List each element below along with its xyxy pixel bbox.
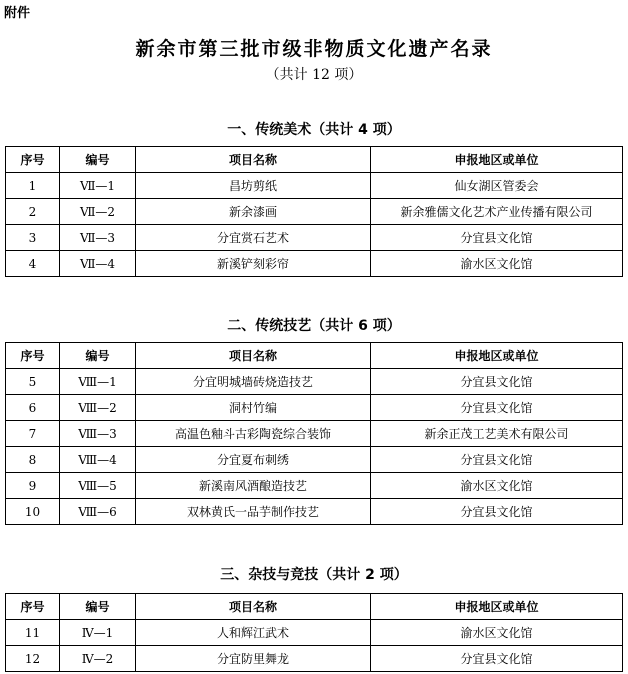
cell-seq: 10 [6,499,60,525]
cell-unit: 分宜县文化馆 [371,447,623,473]
header-code: 编号 [60,594,136,620]
cell-seq: 3 [6,225,60,251]
cell-name: 人和辉江武术 [136,620,371,646]
cell-code: Ⅷ—1 [60,369,136,395]
table-section-2 [5,342,623,525]
table-row [6,447,623,473]
table-row [6,646,623,672]
cell-unit: 渝水区文化馆 [371,251,623,277]
header-seq: 序号 [6,343,60,369]
cell-seq: 11 [6,620,60,646]
cell-name: 分宜赏石艺术 [136,225,371,251]
cell-unit: 分宜县文化馆 [371,646,623,672]
header-seq: 序号 [6,147,60,173]
header-name: 项目名称 [136,343,371,369]
cell-seq: 6 [6,395,60,421]
cell-name: 昌坊剪纸 [136,173,371,199]
cell-code: Ⅷ—3 [60,421,136,447]
section-heading-2: 二、传统技艺（共计 6 项） [227,318,401,334]
cell-seq: 9 [6,473,60,499]
cell-unit: 分宜县文化馆 [371,395,623,421]
header-unit: 申报地区或单位 [371,343,623,369]
section-heading-3: 三、杂技与竞技（共计 2 项） [220,567,408,583]
table-row [6,499,623,525]
cell-code: Ⅶ—4 [60,251,136,277]
cell-code: Ⅷ—4 [60,447,136,473]
cell-code: Ⅷ—6 [60,499,136,525]
attachment-label: 附件 [4,6,31,21]
header-name: 项目名称 [136,147,371,173]
cell-name: 新溪南风酒酿造技艺 [136,473,371,499]
cell-seq: 4 [6,251,60,277]
table-row [6,421,623,447]
cell-name: 新溪铲刻彩帘 [136,251,371,277]
cell-name: 分宜防里舞龙 [136,646,371,672]
cell-unit: 分宜县文化馆 [371,369,623,395]
cell-seq: 8 [6,447,60,473]
table-row [6,225,623,251]
header-seq: 序号 [6,594,60,620]
cell-seq: 1 [6,173,60,199]
table-body [6,173,623,277]
header-code: 编号 [60,343,136,369]
cell-seq: 2 [6,199,60,225]
table-row [6,395,623,421]
cell-seq: 12 [6,646,60,672]
cell-unit: 新余雅儒文化艺术产业传播有限公司 [371,199,623,225]
cell-seq: 5 [6,369,60,395]
table-row [6,620,623,646]
cell-unit: 分宜县文化馆 [371,499,623,525]
cell-name: 双林黄氏一品芋制作技艺 [136,499,371,525]
table-body [6,620,623,672]
cell-code: Ⅶ—2 [60,199,136,225]
header-name: 项目名称 [136,594,371,620]
cell-code: Ⅶ—3 [60,225,136,251]
cell-code: Ⅷ—2 [60,395,136,421]
table-header-row [6,343,623,369]
cell-code: Ⅳ—2 [60,646,136,672]
table-row [6,473,623,499]
cell-unit: 仙女湖区管委会 [371,173,623,199]
cell-code: Ⅳ—1 [60,620,136,646]
cell-name: 高温色釉斗古彩陶瓷综合装饰 [136,421,371,447]
table-header-row [6,147,623,173]
page-subtitle: （共计 12 项） [265,67,363,83]
cell-name: 分宜明城墙砖烧造技艺 [136,369,371,395]
table-section-1 [5,146,623,277]
cell-unit: 渝水区文化馆 [371,473,623,499]
cell-name: 新余漆画 [136,199,371,225]
cell-code: Ⅷ—5 [60,473,136,499]
table-row [6,251,623,277]
page-title: 新余市第三批市级非物质文化遗产名录 [135,38,493,60]
header-code: 编号 [60,147,136,173]
header-unit: 申报地区或单位 [371,147,623,173]
table-section-3 [5,593,623,672]
cell-unit: 分宜县文化馆 [371,225,623,251]
cell-unit: 新余正茂工艺美术有限公司 [371,421,623,447]
table-row [6,369,623,395]
table-row [6,199,623,225]
table-header-row [6,594,623,620]
cell-name: 分宜夏布刺绣 [136,447,371,473]
cell-name: 洞村竹编 [136,395,371,421]
cell-code: Ⅶ—1 [60,173,136,199]
table-row [6,173,623,199]
section-heading-1: 一、传统美术（共计 4 项） [227,122,401,138]
cell-seq: 7 [6,421,60,447]
cell-unit: 渝水区文化馆 [371,620,623,646]
table-body [6,369,623,525]
header-unit: 申报地区或单位 [371,594,623,620]
